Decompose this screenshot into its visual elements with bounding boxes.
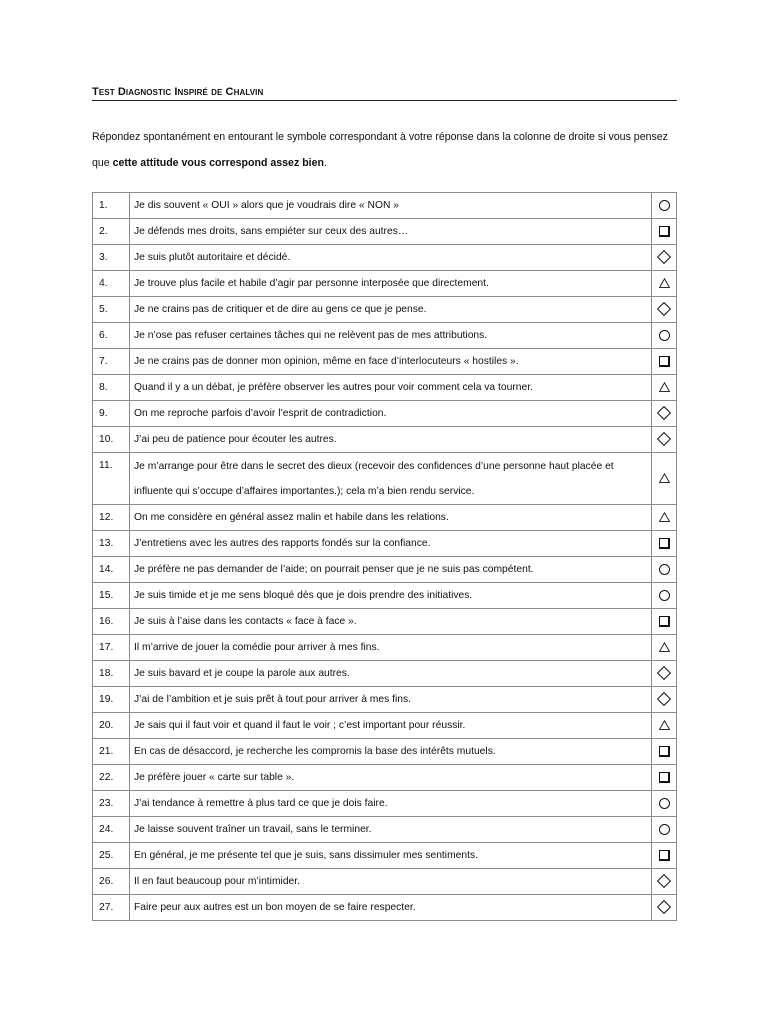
instructions-end: .: [323, 157, 327, 169]
answer-symbol-cell[interactable]: [652, 245, 677, 271]
question-row: [93, 869, 677, 895]
question-row: [93, 193, 677, 219]
triangle-icon[interactable]: [659, 642, 670, 652]
answer-symbol-cell[interactable]: [652, 427, 677, 453]
answer-symbol-cell[interactable]: [652, 323, 677, 349]
question-row: [93, 661, 677, 687]
question-row: [93, 609, 677, 635]
instructions: [92, 124, 682, 176]
question-text: Je laisse souvent traîner un travail, sans le terminer.: [130, 817, 652, 843]
question-row: [93, 765, 677, 791]
question-row: [93, 271, 677, 297]
circle-icon[interactable]: [659, 590, 670, 601]
answer-symbol-cell[interactable]: [652, 635, 677, 661]
answer-symbol-cell[interactable]: [652, 505, 677, 531]
question-row: [93, 843, 677, 869]
instructions-emphasis: cette attitude vous correspond assez bien: [112, 157, 324, 169]
instructions-text: Répondez spontanément en entourant le symbole correspondant à votre réponse dans la colonne de droite si vous pensez que: [92, 131, 668, 169]
question-text: Je ne crains pas de critiquer et de dire au gens ce que je pense.: [130, 297, 652, 323]
question-text: On me reproche parfois d’avoir l’esprit de contradiction.: [130, 401, 652, 427]
circle-icon[interactable]: [659, 824, 670, 835]
answer-symbol-cell[interactable]: [652, 817, 677, 843]
answer-symbol-cell[interactable]: [652, 219, 677, 245]
question-row: [93, 349, 677, 375]
question-row: [93, 817, 677, 843]
question-text: Je n’ose pas refuser certaines tâches qui ne relèvent pas de mes attributions.: [130, 323, 652, 349]
question-number: 13.: [93, 531, 130, 557]
question-text: En général, je me présente tel que je suis, sans dissimuler mes sentiments.: [130, 843, 652, 869]
question-text: Faire peur aux autres est un bon moyen de se faire respecter.: [130, 895, 652, 921]
square-icon[interactable]: [659, 226, 670, 237]
document-title: Test Diagnostic Inspiré de Chalvin: [92, 86, 677, 101]
triangle-icon[interactable]: [659, 473, 670, 483]
question-text: J’ai de l’ambition et je suis prêt à tout pour arriver à mes fins.: [130, 687, 652, 713]
square-icon[interactable]: [659, 616, 670, 627]
question-text: Quand il y a un débat, je préfère observer les autres pour voir comment cela va tourner.: [130, 375, 652, 401]
question-number: 19.: [93, 687, 130, 713]
answer-symbol-cell[interactable]: [652, 401, 677, 427]
question-row: [93, 895, 677, 921]
circle-icon[interactable]: [659, 798, 670, 809]
question-row: [93, 505, 677, 531]
diamond-icon[interactable]: [657, 666, 671, 680]
question-row: [93, 583, 677, 609]
triangle-icon[interactable]: [659, 382, 670, 392]
circle-icon[interactable]: [659, 330, 670, 341]
question-text: J’ai tendance à remettre à plus tard ce que je dois faire.: [130, 791, 652, 817]
question-number: 2.: [93, 219, 130, 245]
diamond-icon[interactable]: [657, 302, 671, 316]
question-row: [93, 427, 677, 453]
answer-symbol-cell[interactable]: [652, 895, 677, 921]
circle-icon[interactable]: [659, 564, 670, 575]
answer-symbol-cell[interactable]: [652, 297, 677, 323]
question-row: [93, 323, 677, 349]
question-number: 17.: [93, 635, 130, 661]
question-number: 12.: [93, 505, 130, 531]
question-row: [93, 531, 677, 557]
question-number: 10.: [93, 427, 130, 453]
question-number: 16.: [93, 609, 130, 635]
question-row: [93, 739, 677, 765]
question-text: Je suis bavard et je coupe la parole aux autres.: [130, 661, 652, 687]
question-number: 8.: [93, 375, 130, 401]
answer-symbol-cell[interactable]: [652, 713, 677, 739]
diamond-icon[interactable]: [657, 874, 671, 888]
question-row: [93, 219, 677, 245]
questions-table: [92, 192, 677, 921]
diamond-icon[interactable]: [657, 900, 671, 914]
question-number: 20.: [93, 713, 130, 739]
question-row: [93, 453, 677, 505]
square-icon[interactable]: [659, 356, 670, 367]
question-number: 24.: [93, 817, 130, 843]
question-number: 23.: [93, 791, 130, 817]
question-number: 7.: [93, 349, 130, 375]
answer-symbol-cell[interactable]: [652, 869, 677, 895]
square-icon[interactable]: [659, 538, 670, 549]
triangle-icon[interactable]: [659, 278, 670, 288]
square-icon[interactable]: [659, 772, 670, 783]
question-text: Je ne crains pas de donner mon opinion, même en face d’interlocuteurs « hostiles ».: [130, 349, 652, 375]
question-number: 21.: [93, 739, 130, 765]
square-icon[interactable]: [659, 746, 670, 757]
answer-symbol-cell[interactable]: [652, 271, 677, 297]
question-row: [93, 635, 677, 661]
answer-symbol-cell[interactable]: [652, 531, 677, 557]
question-text: Je suis plutôt autoritaire et décidé.: [130, 245, 652, 271]
question-text: Je préfère jouer « carte sur table ».: [130, 765, 652, 791]
question-text: Je sais qui il faut voir et quand il faut le voir ; c’est important pour réussir.: [130, 713, 652, 739]
question-number: 4.: [93, 271, 130, 297]
question-text: J’entretiens avec les autres des rapports fondés sur la confiance.: [130, 531, 652, 557]
question-text: Je suis à l’aise dans les contacts « face à face ».: [130, 609, 652, 635]
question-number: 15.: [93, 583, 130, 609]
question-number: 14.: [93, 557, 130, 583]
question-text: On me considère en général assez malin et habile dans les relations.: [130, 505, 652, 531]
question-text: Il m’arrive de jouer la comédie pour arriver à mes fins.: [130, 635, 652, 661]
question-row: [93, 791, 677, 817]
question-row: [93, 713, 677, 739]
question-row: [93, 557, 677, 583]
triangle-icon[interactable]: [659, 512, 670, 522]
diamond-icon[interactable]: [657, 250, 671, 264]
square-icon[interactable]: [659, 850, 670, 861]
question-text: Il en faut beaucoup pour m’intimider.: [130, 869, 652, 895]
question-text: Je dis souvent « OUI » alors que je voudrais dire « NON »: [130, 193, 652, 219]
answer-symbol-cell[interactable]: [652, 609, 677, 635]
question-text: Je suis timide et je me sens bloqué dès que je dois prendre des initiatives.: [130, 583, 652, 609]
question-number: 6.: [93, 323, 130, 349]
answer-symbol-cell[interactable]: [652, 687, 677, 713]
diamond-icon[interactable]: [657, 692, 671, 706]
question-number: 9.: [93, 401, 130, 427]
answer-symbol-cell[interactable]: [652, 661, 677, 687]
question-number: 18.: [93, 661, 130, 687]
answer-symbol-cell[interactable]: [652, 843, 677, 869]
question-number: 5.: [93, 297, 130, 323]
question-row: [93, 687, 677, 713]
diamond-icon[interactable]: [657, 406, 671, 420]
question-number: 11.: [93, 453, 130, 505]
answer-symbol-cell[interactable]: [652, 193, 677, 219]
question-text: J’ai peu de patience pour écouter les autres.: [130, 427, 652, 453]
question-row: [93, 375, 677, 401]
question-text: Je m’arrange pour être dans le secret des dieux (recevoir des confidences d’une personne haut placée et influente qui s’occupe d’affaires importantes.); cela m’a bien rendu service.: [130, 453, 652, 505]
question-number: 3.: [93, 245, 130, 271]
triangle-icon[interactable]: [659, 720, 670, 730]
question-number: 22.: [93, 765, 130, 791]
question-text: Je trouve plus facile et habile d’agir par personne interposée que directement.: [130, 271, 652, 297]
question-number: 27.: [93, 895, 130, 921]
answer-symbol-cell[interactable]: [652, 375, 677, 401]
answer-symbol-cell[interactable]: [652, 583, 677, 609]
answer-symbol-cell[interactable]: [652, 791, 677, 817]
answer-symbol-cell[interactable]: [652, 765, 677, 791]
answer-symbol-cell[interactable]: [652, 557, 677, 583]
question-row: [93, 297, 677, 323]
circle-icon[interactable]: [659, 200, 670, 211]
question-text: Je préfère ne pas demander de l’aide; on pourrait penser que je ne suis pas compétent.: [130, 557, 652, 583]
question-text: En cas de désaccord, je recherche les compromis la base des intérêts mutuels.: [130, 739, 652, 765]
answer-symbol-cell[interactable]: [652, 739, 677, 765]
question-number: 26.: [93, 869, 130, 895]
question-row: [93, 245, 677, 271]
question-number: 25.: [93, 843, 130, 869]
question-text: Je défends mes droits, sans empiéter sur ceux des autres…: [130, 219, 652, 245]
question-number: 1.: [93, 193, 130, 219]
question-row: [93, 401, 677, 427]
diamond-icon[interactable]: [657, 432, 671, 446]
answer-symbol-cell[interactable]: [652, 453, 677, 505]
answer-symbol-cell[interactable]: [652, 349, 677, 375]
